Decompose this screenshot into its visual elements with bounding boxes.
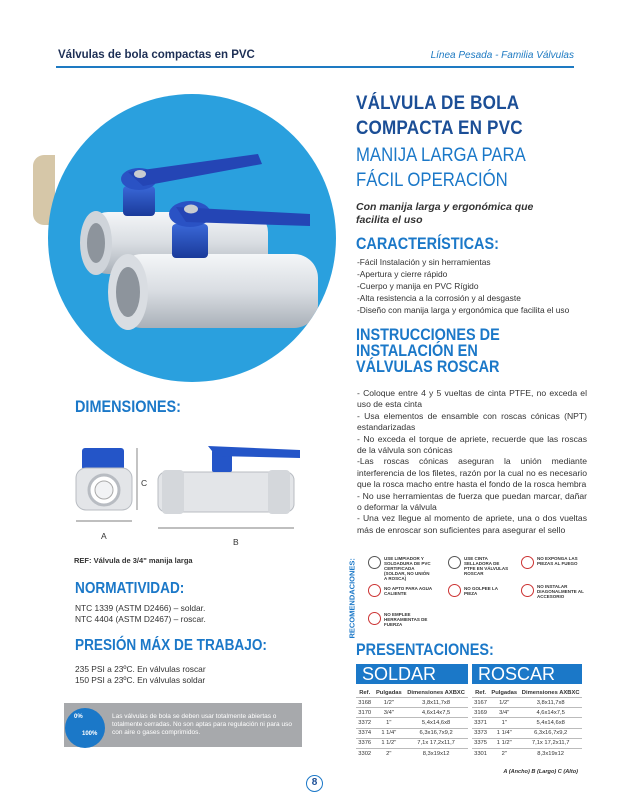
header-divider bbox=[56, 66, 574, 68]
list-item: -Alta resistencia a la corrosión y al desgaste bbox=[357, 293, 521, 303]
dimensiones-heading: DIMENSIONES: bbox=[75, 397, 181, 416]
cell: 3376 bbox=[356, 738, 373, 748]
rec-item-label: NO INSTALAR DIAGONALMENTE AL ACCESORIO bbox=[537, 584, 584, 599]
no-hammer-icon bbox=[448, 584, 461, 597]
cell: 8,3x19x12 bbox=[404, 748, 468, 758]
cell: 3170 bbox=[356, 708, 373, 718]
cell: 3373 bbox=[472, 728, 489, 738]
subtitle: Con manija larga y ergonómica que facilita el uso bbox=[356, 201, 534, 226]
table-row bbox=[472, 728, 582, 738]
col-pulgadas: Pulgadas bbox=[375, 690, 402, 696]
badge-pct-bottom: 100% bbox=[82, 731, 98, 737]
rec-item-label: NO EMPLEE HERRAMIENTAS DE FUERZA bbox=[384, 612, 428, 627]
roscar-title: ROSCAR bbox=[478, 664, 556, 684]
cell: 1/2" bbox=[373, 698, 404, 708]
cell: 3,8x11,7x8 bbox=[519, 698, 582, 708]
cell: 3167 bbox=[472, 698, 489, 708]
title-line-4: FÁCIL OPERACIÓN bbox=[356, 170, 508, 191]
dim-label-b: B bbox=[233, 537, 239, 547]
instrucciones-heading-line: VÁLVULAS ROSCAR bbox=[356, 357, 500, 376]
valve-illustration bbox=[48, 94, 336, 382]
table-row bbox=[472, 738, 582, 748]
title-line-2: COMPACTA EN PVC bbox=[356, 118, 523, 139]
table-row bbox=[356, 708, 468, 718]
col-ref: Ref. bbox=[359, 690, 371, 696]
soldar-title: SOLDAR bbox=[362, 664, 437, 684]
presion-list bbox=[75, 664, 206, 686]
table-row bbox=[472, 698, 582, 708]
cell: 3168 bbox=[356, 698, 373, 708]
cell: 7,1x 17,2x11,7 bbox=[519, 738, 582, 748]
caracteristicas-list bbox=[357, 256, 597, 316]
roscar-bar bbox=[472, 664, 582, 684]
dimension-drawing bbox=[62, 428, 332, 548]
badge-pct-top: 0% bbox=[74, 714, 83, 720]
cell: 1 1/4" bbox=[489, 728, 519, 738]
normatividad-heading: NORMATIVIDAD: bbox=[75, 580, 185, 597]
cell: 1" bbox=[489, 718, 519, 728]
glue-icon bbox=[368, 556, 381, 569]
table-row bbox=[472, 708, 582, 718]
instrucciones-heading-line: INSTRUCCIONES DE bbox=[356, 325, 500, 344]
table-row bbox=[356, 718, 468, 728]
open-close-badge bbox=[65, 708, 105, 748]
cell: 1/2" bbox=[489, 698, 519, 708]
header-product-line: Línea Pesada - Familia Válvulas bbox=[430, 50, 574, 61]
cell: 1 1/4" bbox=[373, 728, 404, 738]
rec-item-label: USE CINTA SELLADORA DE PTFE EN VÁLVULAS ROSCAR bbox=[464, 556, 509, 576]
cell: 6,3x16,7x9,2 bbox=[404, 728, 468, 738]
list-item: -Apertura y cierre rápido bbox=[357, 269, 448, 279]
page-number: 8 bbox=[306, 775, 323, 792]
header-section-title: Válvulas de bola compactas en PVC bbox=[58, 49, 255, 61]
list-item: - Una vez llegue al momento de apriete, una o dos vueltas más de enroscar son suficientes para asegurar el sello bbox=[357, 513, 587, 535]
col-pulgadas: Pulgadas bbox=[491, 690, 518, 696]
cell: 4,6x14x7,5 bbox=[404, 708, 468, 718]
list-item: -Las roscas cónicas aseguran la unión mediante interferencia de los filetes, razón por la cual no es necesario que la rosca macho entre hasta el fondo de la rosca hembra bbox=[357, 456, 587, 490]
list-item: - No exceda el torque de apriete, recuerde que las roscas de la válvula son cónicas bbox=[357, 433, 587, 456]
rec-item-label: NO APTO PARA AGUA CALIENTE bbox=[384, 586, 432, 596]
cell: 3302 bbox=[356, 748, 373, 758]
rec-item-label: USE LIMPIADOR Y SOLDADURA DE PVC CERTIFICADA (SOLDAR, NO UNIÓN A ROSCA) bbox=[384, 556, 431, 581]
list-item: -Cuerpo y manija en PVC Rígido bbox=[357, 281, 479, 291]
cell: 3169 bbox=[472, 708, 489, 718]
list-item: -Diseño con manija larga y ergonómica que facilita el uso bbox=[357, 305, 570, 315]
cell: 3/4" bbox=[373, 708, 404, 718]
cell: 8,3x19x12 bbox=[519, 748, 582, 758]
rec-item-label: NO EXPONGA LAS PIEZAS AL FUEGO bbox=[537, 556, 578, 566]
col-dimensiones: Dimensiones AXBXC bbox=[407, 690, 465, 696]
table-row bbox=[472, 718, 582, 728]
instrucciones-heading bbox=[356, 327, 500, 375]
soldar-table bbox=[356, 689, 468, 758]
list-item: 235 PSI a 23ºC. En válvulas roscar bbox=[75, 664, 206, 674]
title-line-3: MANIJA LARGA PARA bbox=[356, 145, 526, 166]
cell: 4,6x14x7,5 bbox=[519, 708, 582, 718]
cell: 3301 bbox=[472, 748, 489, 758]
no-hot-water-icon bbox=[368, 584, 381, 597]
cell: 3/4" bbox=[489, 708, 519, 718]
no-fire-icon bbox=[521, 556, 534, 569]
presentaciones-heading: PRESENTACIONES: bbox=[356, 640, 494, 659]
roscar-table bbox=[472, 689, 582, 758]
list-item: - Coloque entre 4 y 5 vueltas de cinta PTFE, no exceda el uso de esta cinta bbox=[357, 388, 587, 410]
cell: 2" bbox=[373, 748, 404, 758]
list-item: NTC 1339 (ASTM D2466) – soldar. bbox=[75, 603, 206, 613]
cell: 3374 bbox=[356, 728, 373, 738]
table-row bbox=[356, 748, 468, 758]
cell: 7,1x 17,2x11,7 bbox=[404, 738, 468, 748]
recomendaciones-label-text: RECOMENDACIONES: bbox=[347, 558, 357, 639]
cell: 1 1/2" bbox=[373, 738, 404, 748]
tape-icon bbox=[448, 556, 461, 569]
caracteristicas-heading: CARACTERÍSTICAS: bbox=[356, 234, 499, 253]
no-diagonal-icon bbox=[521, 584, 534, 597]
normatividad-list bbox=[75, 603, 206, 625]
title-line-1: VÁLVULA DE BOLA bbox=[356, 93, 520, 114]
rec-item-label: NO GOLPEE LA PIEZA bbox=[464, 586, 498, 596]
cell: 3375 bbox=[472, 738, 489, 748]
cell: 5,4x14,6x8 bbox=[519, 718, 582, 728]
recomendaciones-label bbox=[346, 548, 358, 640]
list-item: 150 PSI a 23ºC. En válvulas soldar bbox=[75, 675, 206, 685]
list-item: - No use herramientas de fuerza que puedan marcar, dañar o deformar la válvula bbox=[357, 490, 587, 513]
dim-label-a: A bbox=[101, 531, 107, 541]
cell: 1 1/2" bbox=[489, 738, 519, 748]
table-header-row bbox=[356, 689, 468, 698]
table-row bbox=[356, 738, 468, 748]
cell: 1" bbox=[373, 718, 404, 728]
soldar-bar bbox=[356, 664, 468, 684]
table-header-row bbox=[472, 689, 582, 698]
cell: 5,4x14,6x8 bbox=[404, 718, 468, 728]
dimension-legend: A (Ancho) B (Largo) C (Alto) bbox=[503, 769, 578, 775]
instrucciones-heading-line: INSTALACIÓN EN bbox=[356, 341, 478, 360]
list-item: NTC 4404 (ASTM D2467) – roscar. bbox=[75, 614, 206, 624]
dim-label-c: C bbox=[141, 478, 148, 488]
table-row bbox=[356, 698, 468, 708]
cell: 3,8x11,7x8 bbox=[404, 698, 468, 708]
product-photo bbox=[48, 94, 336, 382]
note-text: Las válvulas de bola se deben usar totalmente abiertas o totalmente cerradas. No son aptas para regulación ni para uso con aire o gases comprimidos. bbox=[112, 713, 292, 736]
dimension-ref: REF: Válvula de 3/4" manija larga bbox=[74, 556, 193, 565]
cell: 3372 bbox=[356, 718, 373, 728]
col-ref: Ref. bbox=[475, 690, 487, 696]
cell: 6,3x16,7x9,2 bbox=[519, 728, 582, 738]
cell: 3371 bbox=[472, 718, 489, 728]
list-item: -Fácil Instalación y sin herramientas bbox=[357, 257, 491, 267]
col-dimensiones: Dimensiones AXBXC bbox=[521, 690, 580, 696]
no-wrench-icon bbox=[368, 612, 381, 625]
list-item: - Usa elementos de ensamble con roscas cónicas (NPT) estandarizadas bbox=[357, 410, 587, 433]
instrucciones-list bbox=[357, 388, 587, 536]
table-row bbox=[472, 748, 582, 758]
cell: 2" bbox=[489, 748, 519, 758]
presion-heading: PRESIÓN MÁX DE TRABAJO: bbox=[75, 637, 267, 654]
table-row bbox=[356, 728, 468, 738]
